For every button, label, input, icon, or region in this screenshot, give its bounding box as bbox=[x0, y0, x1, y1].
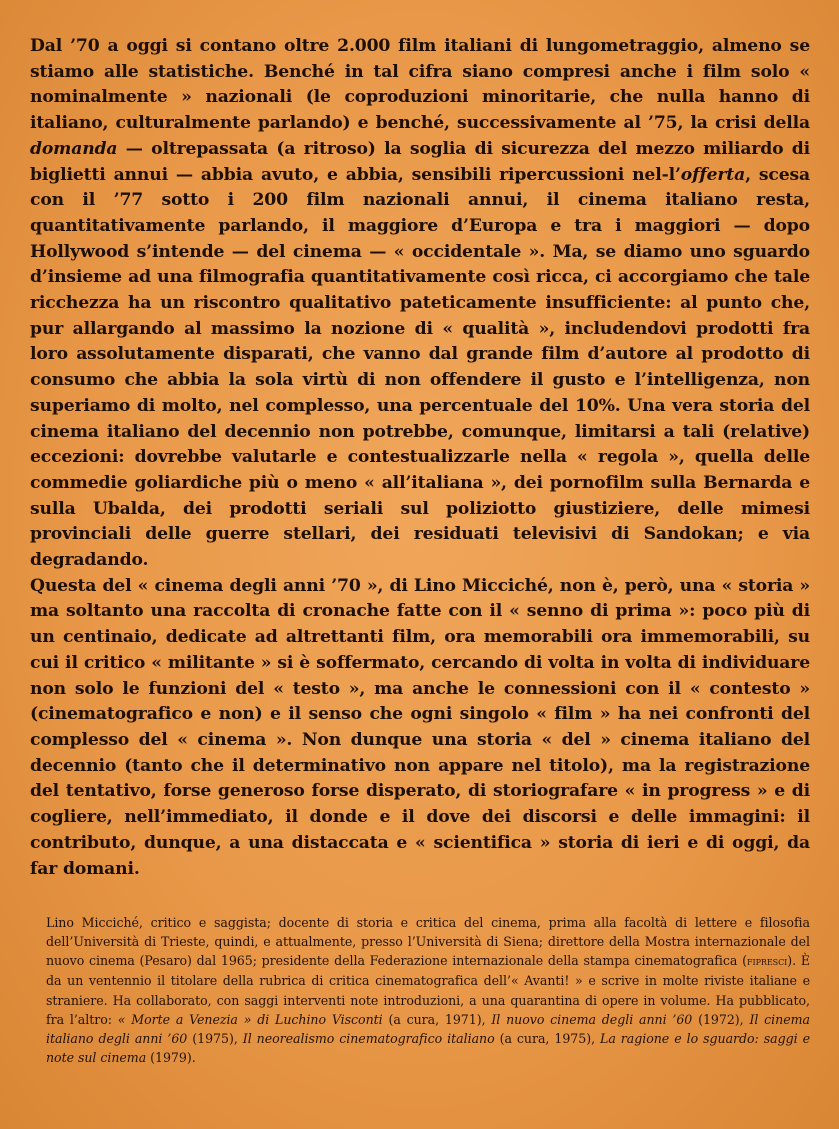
bio-text: (1979). bbox=[146, 1049, 196, 1065]
bio-text: Lino Micciché, critico e saggista; docente di storia e critica del cinema, prima alla facoltà di lettere e filosofia dell’Università di Trieste, quindi, e attualmente, presso l’Università di Siena; direttore della Mostra internazionale del nuovo cinema (Pesaro) dal 1965; presidente della Federazione internazionale della stampa cinematografica ( bbox=[46, 915, 810, 969]
bio-text: (a cura, 1971), bbox=[382, 1011, 492, 1027]
bio-text: ). È da un ventennio il titolare della rubrica di critica cinematografica dell’« Avanti! » e scrive in molte riviste italiane e straniere. Ha collaborato, con saggi interventi note introduzioni, a una quarantina di opere in volume. Ha pubblicato, fra l’altro: bbox=[46, 953, 810, 1027]
blurb-emphasis-offerta: offerta bbox=[680, 164, 746, 185]
section-gap bbox=[30, 882, 810, 913]
bio-fipresci: fipresci bbox=[746, 954, 788, 969]
bio-text: (1975), bbox=[187, 1030, 243, 1046]
bio-work-title: Il cinema italiano degli anni ’60 bbox=[46, 1011, 810, 1046]
bio-work-title: Il nuovo cinema degli anni ’60 bbox=[491, 1011, 693, 1027]
bio-work-title: Il neorealismo cinematografico italiano bbox=[242, 1030, 495, 1046]
blurb bbox=[30, 34, 810, 882]
bio-text: (a cura, 1975), bbox=[494, 1030, 601, 1046]
blurb-text: — oltrepassata (a ritroso) la soglia di sicurezza del mezzo miliardo di biglietti annui — abbia avuto, e abbia, sensibili ripercussioni nel-l’ bbox=[30, 138, 810, 185]
blurb-text: Dal ’70 a oggi si contano oltre 2.000 film italiani di lungometraggio, almeno se stiamo alle statistiche. Benché in tal cifra siano compresi anche i film solo « nominalmente » nazionali (le coproduzioni minoritarie, che nulla hanno di italiano, culturalmente parlando) e benché, successivamente al ’75, la crisi della bbox=[30, 36, 810, 134]
blurb-paragraph-2: Questa del « cinema degli anni ’70 », di Lino Micciché, non è, però, una « storia » ma soltanto una raccolta di cronache fatte con il « senno di prima »: poco più di un centinaio, dedicate ad altrettanti film, ora memorabili ora immemorabili, su cui il critico « militante » si è soffermato, cercando di volta in volta di individuare non solo le funzioni del « testo », ma anche le connessioni con il « contesto » (cinematografico e non) e il senso che ogni singolo « film » ha nei confronti del complesso del « cinema ». Non dunque una storia « del » cinema italiano del decennio (tanto che il determinativo non appare nel titolo), ma la registrazione del tentativo, forse generoso forse disperato, di storiografare « in progress » e di cogliere, nell’immediato, il donde e il dove dei discorsi e delle immagini: il contributo, dunque, a una distaccata e « scientifica » storia di ieri e di oggi, da far domani. bbox=[30, 575, 810, 879]
blurb-text: , scesa con il ’77 sotto i 200 film nazionali annui, il cinema italiano resta, quantitativamente parlando, il maggiore d’Europa e tra i maggiori — dopo Hollywood s’intende — del cinema — « occidentale ». Ma, se diamo uno sguardo d’insieme ad una filmografia quantitativamente così ricca, ci accorgiamo che tale ricchezza ha un riscontro qualitativo pateticamente insufficiente: al punto che, pur allargando al massimo la nozione di « qualità », includendovi prodotti fra loro assolutamente disparati, che vanno dal grande film d’autore al prodotto di consumo che abbia la sola virtù di non offendere il gusto e l’intelligenza, non superiamo di molto, nel complesso, una percentuale del 10%. Una vera storia del cinema italiano del decennio non potrebbe, comunque, limitarsi a tali (relative) eccezioni: dovrebbe valutarle e contestualizzarle nella « regola », quella delle commedie goliardiche più o meno « all’italiana », dei pornofilm sulla Bernarda e sulla Ubalda, dei prodotti seriali sul poliziotto giustiziere, delle mimesi provinciali delle guerre stellari, dei residuati televisivi di Sandokan; e via degradando. bbox=[30, 164, 811, 571]
blurb-emphasis-domanda: domanda bbox=[30, 138, 118, 159]
author-bio bbox=[46, 913, 810, 1067]
blurb-paragraph-1 bbox=[30, 34, 810, 574]
bio-text: (1972), bbox=[692, 1011, 750, 1027]
bio-work-title: « Morte a Venezia » di Luchino Visconti bbox=[117, 1011, 383, 1027]
bio-work-title: La ragione e lo sguardo: saggi e note sul cinema bbox=[46, 1030, 810, 1065]
back-cover-text bbox=[30, 34, 810, 1114]
